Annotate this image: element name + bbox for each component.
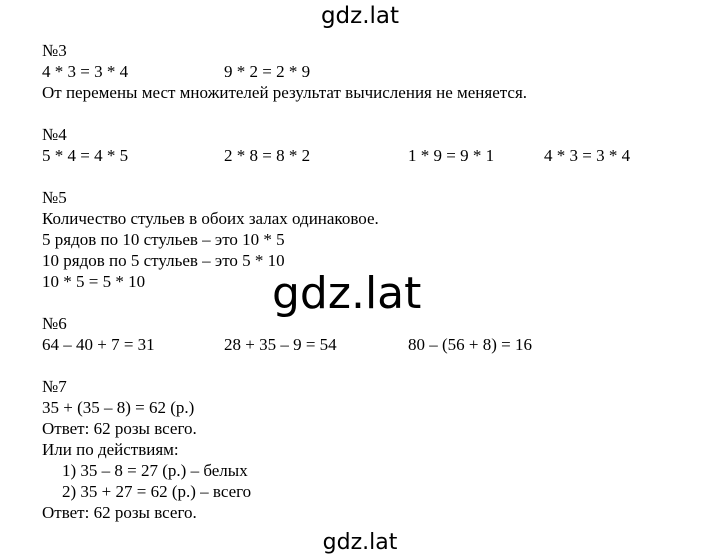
task-7-line: Ответ: 62 розы всего. <box>42 419 197 438</box>
task-4 <box>42 124 702 166</box>
task-4-title: №4 <box>42 125 67 144</box>
task-7-line: 35 + (35 – 8) = 62 (р.) <box>42 398 195 417</box>
task-4-equations <box>42 145 702 166</box>
task-5 <box>42 187 702 292</box>
task-6-title: №6 <box>42 314 67 333</box>
equation: 64 – 40 + 7 = 31 <box>42 335 155 354</box>
task-7-step: 1) 35 – 8 = 27 (р.) – белых <box>62 461 248 480</box>
task-3 <box>42 40 702 103</box>
task-5-line: Количество стульев в обоих залах одинаковое. <box>42 209 379 228</box>
equation: 1 * 9 = 9 * 1 <box>408 146 495 165</box>
equation: 80 – (56 + 8) = 16 <box>408 335 532 354</box>
equation: 2 * 8 = 8 * 2 <box>224 146 311 165</box>
task-3-conclusion: От перемены мест множителей результат вычисления не меняется. <box>42 83 528 102</box>
watermark-middle: gdz.lat <box>272 268 422 319</box>
task-7-line: Ответ: 62 розы всего. <box>42 503 197 522</box>
equation: 5 * 4 = 4 * 5 <box>42 146 129 165</box>
task-7-title: №7 <box>42 377 67 396</box>
equation: 28 + 35 – 9 = 54 <box>224 335 337 354</box>
equation: 4 * 3 = 3 * 4 <box>42 62 129 81</box>
equation: 4 * 3 = 3 * 4 <box>544 146 631 165</box>
watermark-bottom: gdz.lat <box>322 530 398 555</box>
task-5-title: №5 <box>42 188 67 207</box>
watermark-top: gdz.lat <box>320 3 400 29</box>
solution-document <box>42 40 702 544</box>
task-7 <box>42 376 702 523</box>
task-5-line: 10 рядов по 5 стульев – это 5 * 10 <box>42 251 285 270</box>
task-5-line: 10 * 5 = 5 * 10 <box>42 272 146 291</box>
task-7-step: 2) 35 + 27 = 62 (р.) – всего <box>62 482 252 501</box>
task-6-equations <box>42 334 702 355</box>
equation: 9 * 2 = 2 * 9 <box>224 62 311 81</box>
task-3-equations <box>42 61 702 82</box>
task-7-line: Или по действиям: <box>42 440 179 459</box>
task-6 <box>42 313 702 355</box>
task-5-line: 5 рядов по 10 стульев – это 10 * 5 <box>42 230 285 249</box>
task-3-title: №3 <box>42 41 67 60</box>
